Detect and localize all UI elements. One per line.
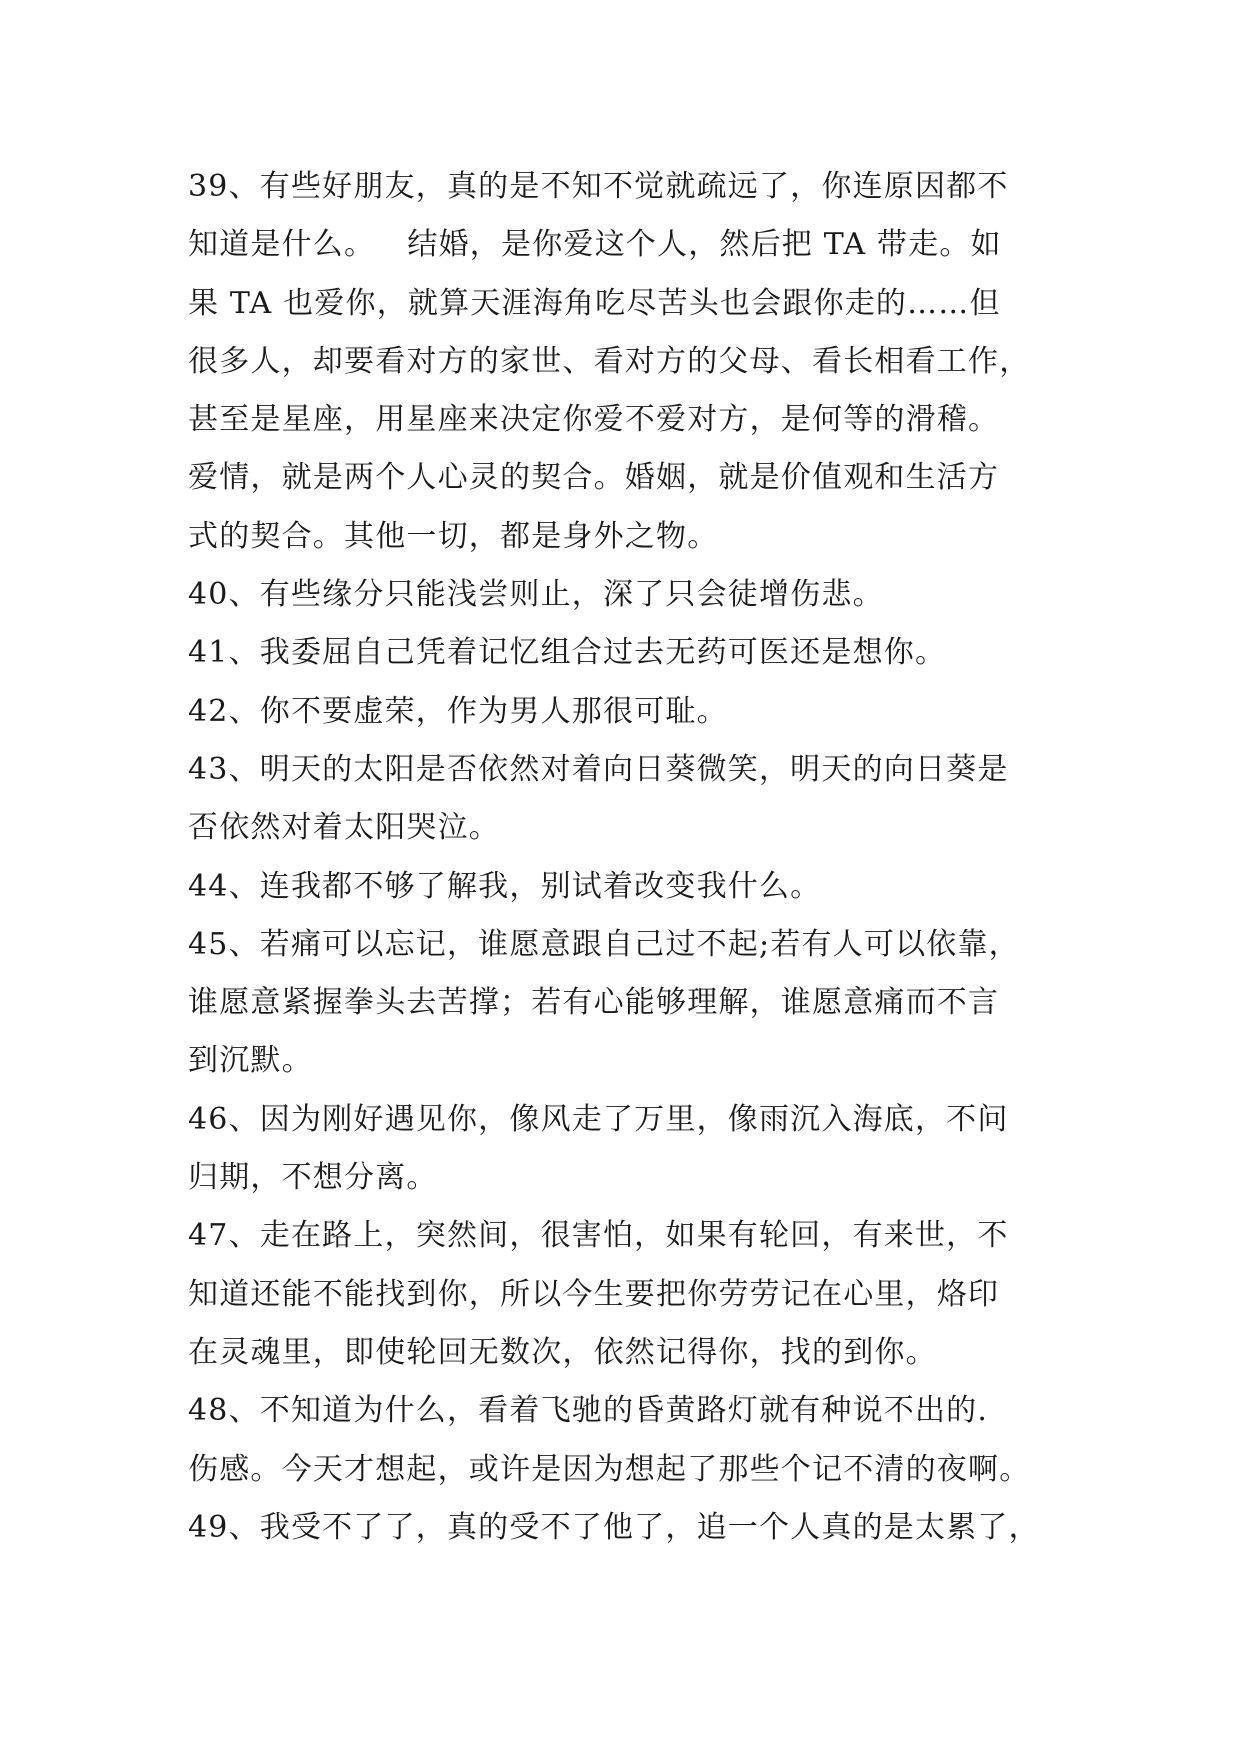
text-line: 47、走在路上，突然间，很害怕，如果有轮回，有来世，不 [188, 1218, 1009, 1254]
text-line: 否依然对着太阳哭泣。 [188, 810, 500, 846]
text-line: 爱情，就是两个人心灵的契合。婚姻，就是价值观和生活方 [188, 460, 1000, 496]
text-line: 谁愿意紧握拳头去苦撑；若有心能够理解，谁愿意痛而不言 [188, 985, 1000, 1021]
text-line: 在灵魂里，即使轮回无数次，依然记得你，找的到你。 [188, 1334, 937, 1370]
text-line: 43、明天的太阳是否依然对着向日葵微笑，明天的向日葵是 [188, 751, 1009, 787]
document-body [188, 158, 1068, 1557]
text-line: 到沉默。 [188, 1043, 313, 1079]
text-line: 44、连我都不够了解我，别试着改变我什么。 [188, 868, 822, 904]
text-line: 39、有些好朋友，真的是不知不觉就疏远了，你连原因都不 [188, 169, 1009, 204]
text-line: 式的契合。其他一切，都是身外之物。 [188, 518, 719, 554]
text-line: 45、若痛可以忘记，谁愿意跟自己过不起;若有人可以依靠， [188, 926, 1020, 962]
text-line: 48、不知道为什么，看着飞驰的昏黄路灯就有种说不出的. [188, 1393, 989, 1429]
text-line: 知道是什么。 结婚，是你爱这个人，然后把 TA 带走。如 [188, 227, 1002, 263]
text-line: 甚至是星座，用星座来决定你爱不爱对方，是何等的滑稽。 [188, 402, 1000, 438]
text-line: 40、有些缘分只能浅尝则止，深了只会徒增伤悲。 [188, 577, 884, 613]
text-line: 伤感。今天才想起，或许是因为想起了那些个记不清的夜啊。 [188, 1451, 1031, 1487]
text-line: 很多人，却要看对方的家世、看对方的父母、看长相看工作， [188, 343, 1031, 379]
text-line: 知道还能不能找到你，所以今生要把你劳劳记在心里，烙印 [188, 1276, 1000, 1312]
text-line: 果 TA 也爱你，就算天涯海角吃尽苦头也会跟你走的……但 [188, 285, 1001, 321]
text-line: 49、我受不了了，真的受不了他了，追一个人真的是太累了， [188, 1509, 1040, 1545]
text-line: 归期，不想分离。 [188, 1160, 438, 1196]
text-line: 42、你不要虚荣，作为男人那很可耻。 [188, 693, 728, 729]
text-line: 41、我委屈自己凭着记忆组合过去无药可医还是想你。 [188, 635, 947, 671]
text-line: 46、因为刚好遇见你，像风走了万里，像雨沉入海底，不问 [188, 1101, 1009, 1137]
